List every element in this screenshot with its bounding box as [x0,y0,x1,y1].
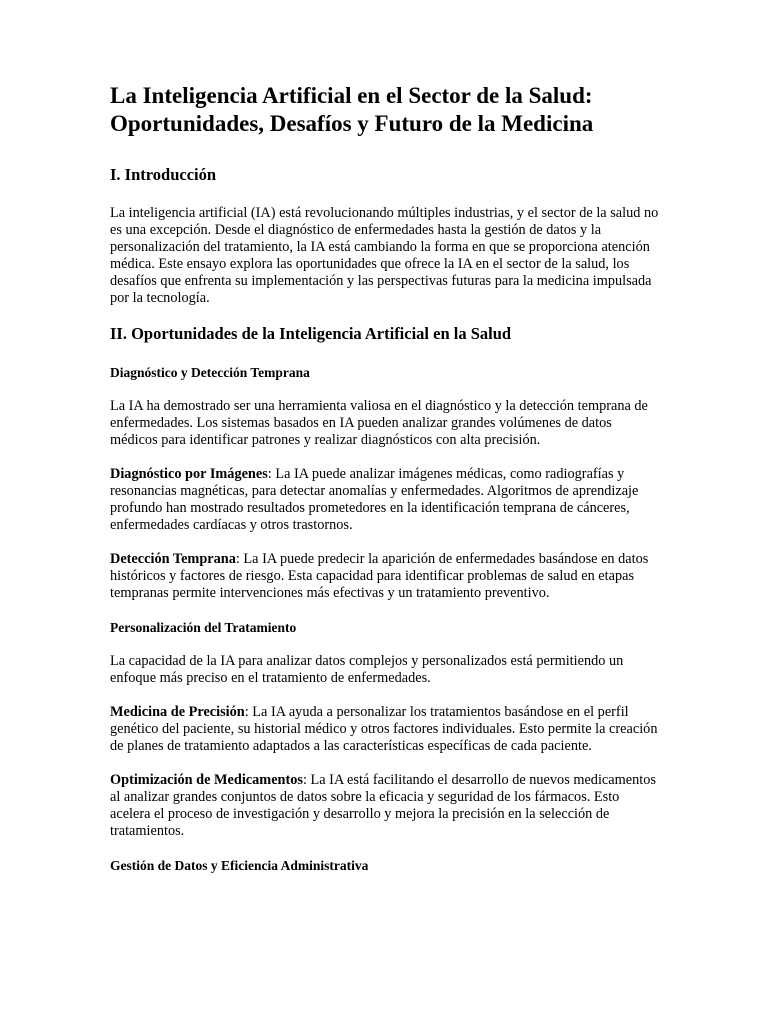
title-line-1: La Inteligencia Artificial en el Sector de la Salud: [110,83,593,108]
optimizacion-medicamentos-paragraph [110,772,660,840]
term-medicina-precision: Medicina de Precisión [110,704,245,720]
document-page [110,82,660,891]
medicina-precision-paragraph [110,704,660,755]
deteccion-temprana-text: : La IA puede predecir la aparición de enfermedades basándose en datos históricos y factores de riesgo. Esta capacidad para identificar problemas de salud en etapas tempranas permite intervenciones más efectivas y un tratamiento preventivo. [110,551,649,601]
diagnostico-intro-paragraph: La IA ha demostrado ser una herramienta valiosa en el diagnóstico y la detección temprana de enfermedades. Los sistemas basados en IA pueden analizar grandes volúmenes de datos médicos para identificar patrones y realizar diagnósticos con alta precisión. [110,398,648,448]
personalizacion-intro-paragraph: La capacidad de la IA para analizar datos complejos y personalizados está permitiendo un enfoque más preciso en el tratamiento de enfermedades. [110,653,624,686]
subheading-gestion-datos: Gestión de Datos y Eficiencia Administrativa [110,858,369,873]
term-diagnostico-imagenes: Diagnóstico por Imágenes [110,466,268,482]
term-deteccion-temprana: Detección Temprana [110,551,236,567]
section-heading-oportunidades: II. Oportunidades de la Inteligencia Artificial en la Salud [110,324,512,343]
diagnostico-imagenes-text: : La IA puede analizar imágenes médicas, como radiografías y resonancias magnéticas, para detectar anomalías y enfermedades. Algoritmos de aprendizaje profundo han mostrado resultados prometedores en la identificación temprana de cánceres, enfermedades cardíacas y otros trastornos. [110,466,639,533]
term-optimizacion-medicamentos: Optimización de Medicamentos [110,772,303,788]
document-title [110,82,660,138]
subheading-personalizacion: Personalización del Tratamiento [110,620,297,635]
deteccion-temprana-paragraph [110,551,660,602]
subheading-diagnostico: Diagnóstico y Detección Temprana [110,365,310,380]
optimizacion-medicamentos-text: : La IA está facilitando el desarrollo de nuevos medicamentos al analizar grandes conjuntos de datos sobre la eficacia y seguridad de los fármacos. Esto acelera el proceso de investigación y desarrollo y mejora la precisión en la selección de tratamientos. [110,772,656,839]
section-heading-introduccion: I. Introducción [110,165,217,184]
medicina-precision-text: : La IA ayuda a personalizar los tratamientos basándose en el perfil genético del paciente, su historial médico y otros factores individuales. Esto permite la creación de planes de tratamiento adaptados a las características específicas de cada paciente. [110,704,658,754]
diagnostico-imagenes-paragraph [110,466,660,534]
title-line-2: Oportunidades, Desafíos y Futuro de la Medicina [110,111,594,136]
intro-paragraph: La inteligencia artificial (IA) está revolucionando múltiples industrias, y el sector de la salud no es una excepción. Desde el diagnóstico de enfermedades hasta la gestión de datos y la personalización del tratamiento, la IA está cambiando la forma en que se proporciona atención médica. Este ensayo explora las oportunidades que ofrece la IA en el sector de la salud, los desafíos que enfrenta su implementación y las perspectivas futuras para la medicina impulsada por la tecnología. [110,205,659,306]
